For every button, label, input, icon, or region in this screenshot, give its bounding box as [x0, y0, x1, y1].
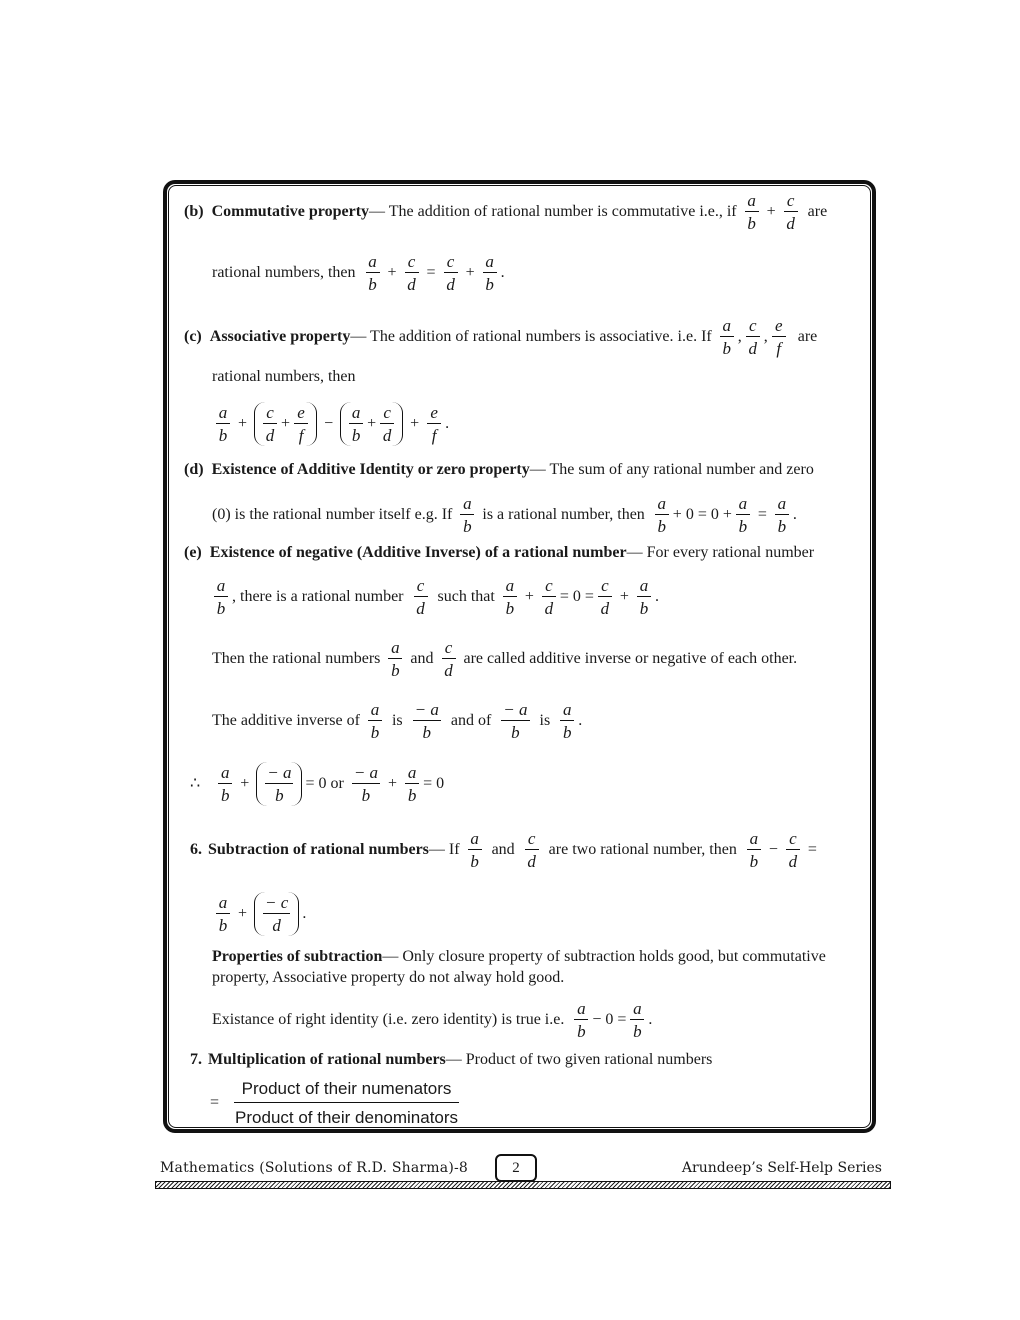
section-text: are — [807, 203, 828, 220]
fraction: a b — [366, 253, 380, 293]
footer-hatched-bar — [155, 1181, 891, 1189]
minus-sign: − — [768, 841, 778, 858]
section-text: rational numbers, then — [212, 264, 356, 281]
footer-series: Arundeep’s Self-Help Series — [681, 1160, 882, 1176]
section-title: Subtraction of rational numbers — [208, 841, 429, 858]
fraction: a b — [388, 639, 402, 679]
fraction: $\frac{c}{d}$ — [786, 830, 800, 870]
section-6-line1 — [190, 830, 821, 870]
plus-sign: + — [387, 264, 397, 281]
fraction: a b — [216, 894, 230, 934]
section-6-line2 — [212, 892, 306, 936]
fraction: $\frac{e}{f}$ — [427, 404, 441, 444]
fraction: $\frac{a}{b}$ — [637, 577, 651, 617]
equals-sign: = — [426, 264, 436, 281]
equals-sign: = — [210, 1094, 220, 1111]
therefore-symbol: ∴ — [190, 775, 201, 792]
parenthesis-group: a b + $\frac{c}{d}$ — [340, 402, 403, 446]
fraction: e f — [772, 317, 786, 357]
section-title: Existence of Additive Identity or zero property — [211, 461, 530, 478]
section-title: Commutative property — [211, 203, 370, 220]
period: . — [792, 506, 797, 523]
period: . — [302, 905, 307, 922]
section-text: — The addition of rational numbers is associative. i.e. If — [350, 328, 712, 345]
product-denominator: Product of their denominators — [235, 1108, 459, 1127]
section-text: — If — [428, 841, 460, 858]
fraction: $\frac{c}{d}$ — [784, 192, 798, 232]
section-label: (d) — [184, 461, 204, 478]
fraction: a b — [368, 701, 382, 741]
section-text: (0) is the rational number itself e.g. If — [212, 506, 453, 523]
section-b-line1 — [184, 192, 827, 232]
fraction: $\frac{c}{d}$ — [598, 577, 612, 617]
fraction: a b — [216, 404, 230, 444]
minus-sign: − — [324, 415, 334, 432]
fraction: − a b — [503, 700, 528, 742]
section-c-formula — [212, 402, 449, 446]
minus-zero: − 0 = — [592, 1011, 627, 1028]
section-text: — For every rational number — [626, 544, 815, 561]
period: . — [500, 264, 505, 281]
section-title: Associative property — [209, 328, 351, 345]
section-text: is — [539, 712, 551, 729]
fraction: a b — [460, 495, 474, 535]
fraction: c d — [414, 577, 428, 617]
section-text: and — [491, 841, 515, 858]
section-text: — The sum of any rational number and zero — [529, 461, 814, 478]
fraction: a b — [218, 764, 232, 804]
section-e-line3 — [212, 639, 797, 679]
footer-book-title: Mathematics (Solutions of R.D. Sharma)-8 — [160, 1160, 469, 1176]
section-title: Multiplication of rational numbers — [208, 1051, 446, 1068]
properties-title: Properties of subtraction — [212, 948, 383, 965]
section-e-line5 — [190, 762, 444, 806]
section-b-line2 — [212, 253, 505, 293]
plus-sign: + — [619, 588, 629, 605]
plus-sign: + — [238, 415, 248, 432]
section-title: Existence of negative (Additive Inverse) of a rational number — [209, 544, 627, 561]
fraction: c d — [746, 317, 760, 357]
comma: , — [737, 328, 742, 345]
equals-sign: = — [807, 841, 817, 858]
page-number: 2 — [495, 1154, 537, 1182]
section-text: — Product of two given rational numbers — [445, 1051, 713, 1068]
section-text: — Only closure property of subtraction holds good, but commutative — [382, 948, 826, 965]
section-text: , there is a rational number — [232, 588, 404, 605]
fraction: $\frac{a}{b}$ — [630, 1000, 644, 1040]
section-label: (e) — [184, 544, 202, 561]
fraction: $\frac{c}{d}$ — [444, 253, 458, 293]
period: . — [654, 588, 659, 605]
fraction: a b — [214, 577, 228, 617]
product-numerator: Product of their numenators — [234, 1080, 460, 1103]
equals-zero-or: = 0 or — [305, 775, 344, 792]
section-label: (b) — [184, 203, 204, 220]
section-e-line2 — [210, 577, 659, 617]
equals-zero: = 0 = — [559, 588, 594, 605]
identity-line — [212, 1000, 652, 1040]
plus-zero: + 0 = 0 + — [672, 506, 732, 523]
section-text: property, Associative property do not alway hold good. — [212, 969, 565, 986]
fraction: $\frac{c}{d}$ — [542, 577, 556, 617]
section-d-line2 — [212, 495, 797, 535]
period: . — [648, 1011, 653, 1028]
section-c-line1 — [184, 317, 817, 357]
section-text: is a rational number, then — [482, 506, 645, 523]
fraction: a b — [747, 830, 761, 870]
section-c-line2 — [212, 369, 356, 385]
section-text: rational numbers, then — [212, 368, 356, 385]
plus-sign: + — [766, 203, 776, 220]
section-text: The additive inverse of — [212, 712, 360, 729]
fraction: a b — [745, 192, 759, 232]
fraction: c d — [442, 639, 456, 679]
section-text: are — [797, 328, 818, 345]
fraction: $\frac{a}{b}$ — [736, 495, 750, 535]
section-text: such that — [437, 588, 495, 605]
plus-sign: + — [238, 905, 248, 922]
fraction: a b — [574, 1000, 588, 1040]
fraction: − a b — [353, 763, 379, 805]
section-label: (c) — [184, 328, 202, 345]
fraction: $\frac{c}{d}$ — [405, 253, 419, 293]
fraction: $\frac{a}{b}$ — [775, 495, 789, 535]
fraction: $\frac{a}{b}$ — [405, 764, 419, 804]
section-d-line1 — [184, 462, 814, 478]
section-7-line1 — [190, 1052, 712, 1068]
section-text: and of — [450, 712, 492, 729]
parenthesis-group: − a b — [256, 762, 302, 806]
fraction: − a b — [414, 700, 439, 742]
fraction: $\frac{a}{b}$ — [483, 253, 497, 293]
section-text: Then the rational numbers — [212, 650, 381, 667]
plus-sign: + — [410, 415, 420, 432]
fraction: a b — [468, 830, 482, 870]
plus-sign: + — [240, 775, 250, 792]
plus-sign: + — [465, 264, 475, 281]
comma: , — [763, 328, 768, 345]
section-e-line1 — [184, 545, 814, 561]
fraction: a b — [720, 317, 734, 357]
section-label: 6. — [190, 841, 202, 858]
fraction: a b — [560, 701, 574, 741]
section-label: 7. — [190, 1051, 202, 1068]
equals-zero: = 0 — [423, 775, 445, 792]
parenthesis-group: − c d — [254, 892, 299, 936]
fraction: a b — [655, 495, 669, 535]
fraction: c d — [525, 830, 539, 870]
period: . — [578, 712, 583, 729]
section-e-line4 — [212, 701, 582, 741]
fraction: a b — [503, 577, 517, 617]
section-text: are two rational number, then — [548, 841, 737, 858]
section-text: Existance of right identity (i.e. zero identity) is true i.e. — [212, 1011, 565, 1028]
parenthesis-group: c d + $\frac{e}{f}$ — [254, 402, 317, 446]
plus-sign: + — [524, 588, 534, 605]
plus-sign: + — [388, 775, 398, 792]
section-text: — The addition of rational number is commutative i.e., if — [369, 203, 737, 220]
section-text: is — [391, 712, 403, 729]
properties-line1 — [212, 949, 826, 965]
section-7-formula — [210, 1080, 466, 1126]
section-text: are called additive inverse or negative of each other. — [463, 650, 798, 667]
period: . — [445, 415, 450, 432]
properties-line2 — [212, 970, 564, 986]
equals-sign: = — [757, 506, 767, 523]
product-fraction — [227, 1080, 466, 1126]
section-text: and — [410, 650, 434, 667]
